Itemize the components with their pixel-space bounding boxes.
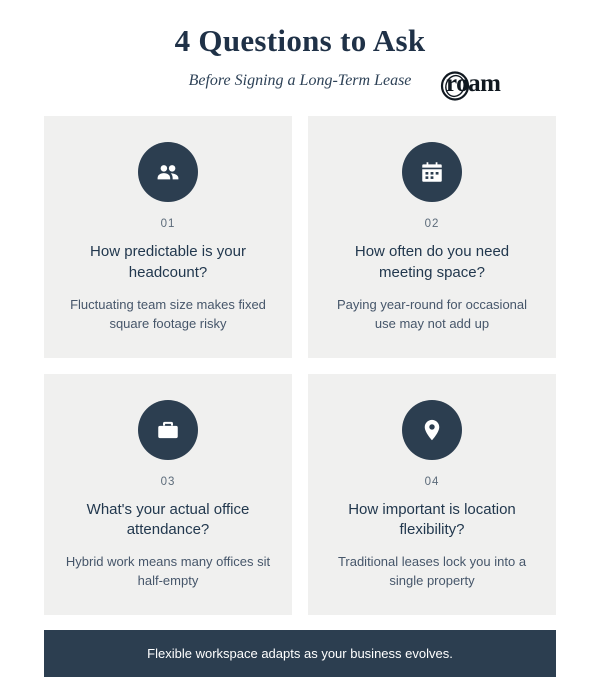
card-number: 01: [160, 218, 176, 231]
question-card: [308, 116, 556, 357]
card-question: How important is location flexibility?: [348, 500, 516, 538]
brand-name: roam: [446, 70, 501, 97]
location-pin-icon: [402, 400, 462, 460]
card-description: Hybrid work means many offices sit half-empty: [65, 554, 271, 588]
header: [44, 0, 556, 97]
question-card: [44, 116, 292, 357]
card-question: How predictable is your headcount?: [90, 243, 246, 281]
question-grid: [44, 116, 556, 614]
page-subtitle: Before Signing a Long-Term Lease: [188, 72, 412, 90]
question-card: [44, 374, 292, 615]
briefcase-icon: [138, 400, 198, 460]
card-question: How often do you need meeting space?: [354, 243, 510, 281]
question-card: [308, 374, 556, 615]
footer-text: Flexible workspace adapts as your business evolves.: [147, 646, 453, 661]
card-description: Traditional leases lock you into a single property: [337, 554, 527, 588]
page-title: 4 Questions to Ask: [174, 23, 426, 58]
card-number: 02: [424, 218, 440, 231]
footer-banner: [44, 630, 556, 677]
card-question: What's your actual office attendance?: [86, 500, 250, 538]
card-number: 04: [424, 475, 440, 488]
people-group-icon: [138, 142, 198, 202]
calendar-icon: [402, 142, 462, 202]
card-number: 03: [160, 475, 176, 488]
people-group-glyph: [155, 159, 181, 185]
briefcase-glyph: [155, 417, 181, 443]
calendar-glyph: [419, 159, 445, 185]
card-description: Paying year-round for occasional use may not add up: [336, 296, 528, 331]
card-description: Fluctuating team size makes fixed square footage risky: [70, 296, 266, 331]
brand-logo: [438, 64, 522, 108]
location-pin-glyph: [419, 417, 445, 443]
